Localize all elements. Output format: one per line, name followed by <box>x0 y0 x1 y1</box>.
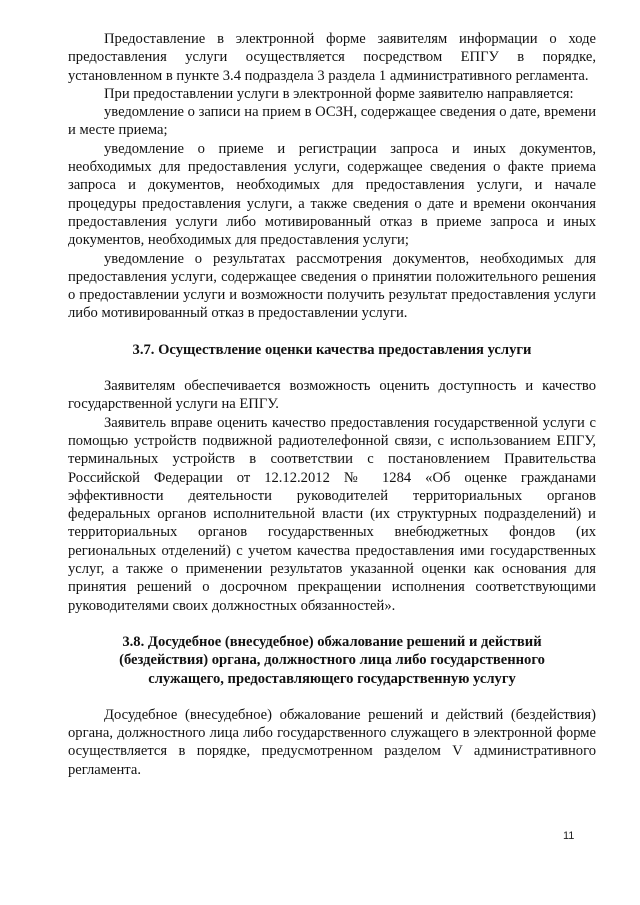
spacer <box>68 323 596 341</box>
section-3-8-paragraph-1: Досудебное (внесудебное) обжалование решений и действий (бездействия) органа, должностного лица либо государственного служащего в электронной форме осуществляется в порядке, предусмотренном разделом V административного регламента. <box>68 706 596 778</box>
intro-paragraph-4: уведомление о приеме и регистрации запроса и иных документов, необходимых для предоставления услуги, содержащее сведения о факте приема запроса и документов, необходимых для предоставления услуги, и начале процедуры предоставления услуги, а также сведения о дате и времени окончания предоставления услуги либо мотивированный отказ в приеме запроса и иных документов, необходимых для предоставления услуги; <box>68 140 596 249</box>
section-3-8-heading-line-1: 3.8. Досудебное (внесудебное) обжалование решений и действий <box>122 633 542 650</box>
document-page <box>68 30 596 779</box>
intro-paragraph-5: уведомление о результатах рассмотрения документов, необходимых для предоставления услуги, содержащее сведения о принятии положительного решения о предоставлении услуги и возможности получить результат предоставления услуги либо мотивированный отказ в предоставлении услуги. <box>68 250 596 322</box>
section-3-8-heading-line-2: (бездействия) органа, должностного лица либо государственного <box>119 652 545 669</box>
intro-paragraph-2: При предоставлении услуги в электронной форме заявителю направляется: <box>104 85 574 102</box>
spacer <box>68 688 596 706</box>
section-3-7-paragraph-1: Заявителям обеспечивается возможность оценить доступность и качество государственной услуги на ЕПГУ. <box>68 378 596 413</box>
spacer <box>68 359 596 377</box>
page-number: 11 <box>563 830 575 842</box>
section-3-8-heading <box>68 633 596 688</box>
section-3-8-heading-line-3: служащего, предоставляющего государственную услугу <box>148 670 516 687</box>
section-3-7-heading: 3.7. Осуществление оценки качества предоставления услуги <box>132 341 532 358</box>
intro-paragraph-3: уведомление о записи на прием в ОСЗН, содержащее сведения о дате, времени и месте приема; <box>68 104 596 139</box>
section-3-7-paragraph-2: Заявитель вправе оценить качество предоставления государственной услуги с помощью устройств подвижной радиотелефонной связи, с использованием ЕПГУ, терминальных устройств в соответствии с постановлением Правительства Российской Федерации от 12.12.2012 № 1284 «Об оценке гражданами эффективности деятельности руководителей территориальных органов федеральных органов исполнительной власти (их структурных подразделений) и территориальных органов государственных внебюджетных фондов (их региональных отделений) с учетом качества предоставления ими государственных услуг, а также о применении результатов указанной оценки как основания для принятия решений о досрочном прекращении исполнения соответствующими руководителями своих должностных обязанностей». <box>68 414 596 614</box>
spacer <box>68 615 596 633</box>
intro-paragraph-1: Предоставление в электронной форме заявителям информации о ходе предоставления услуги осуществляется посредством ЕПГУ в порядке, установленном в пункте 3.4 подраздела 3 раздела 1 административного регламента. <box>68 31 596 84</box>
